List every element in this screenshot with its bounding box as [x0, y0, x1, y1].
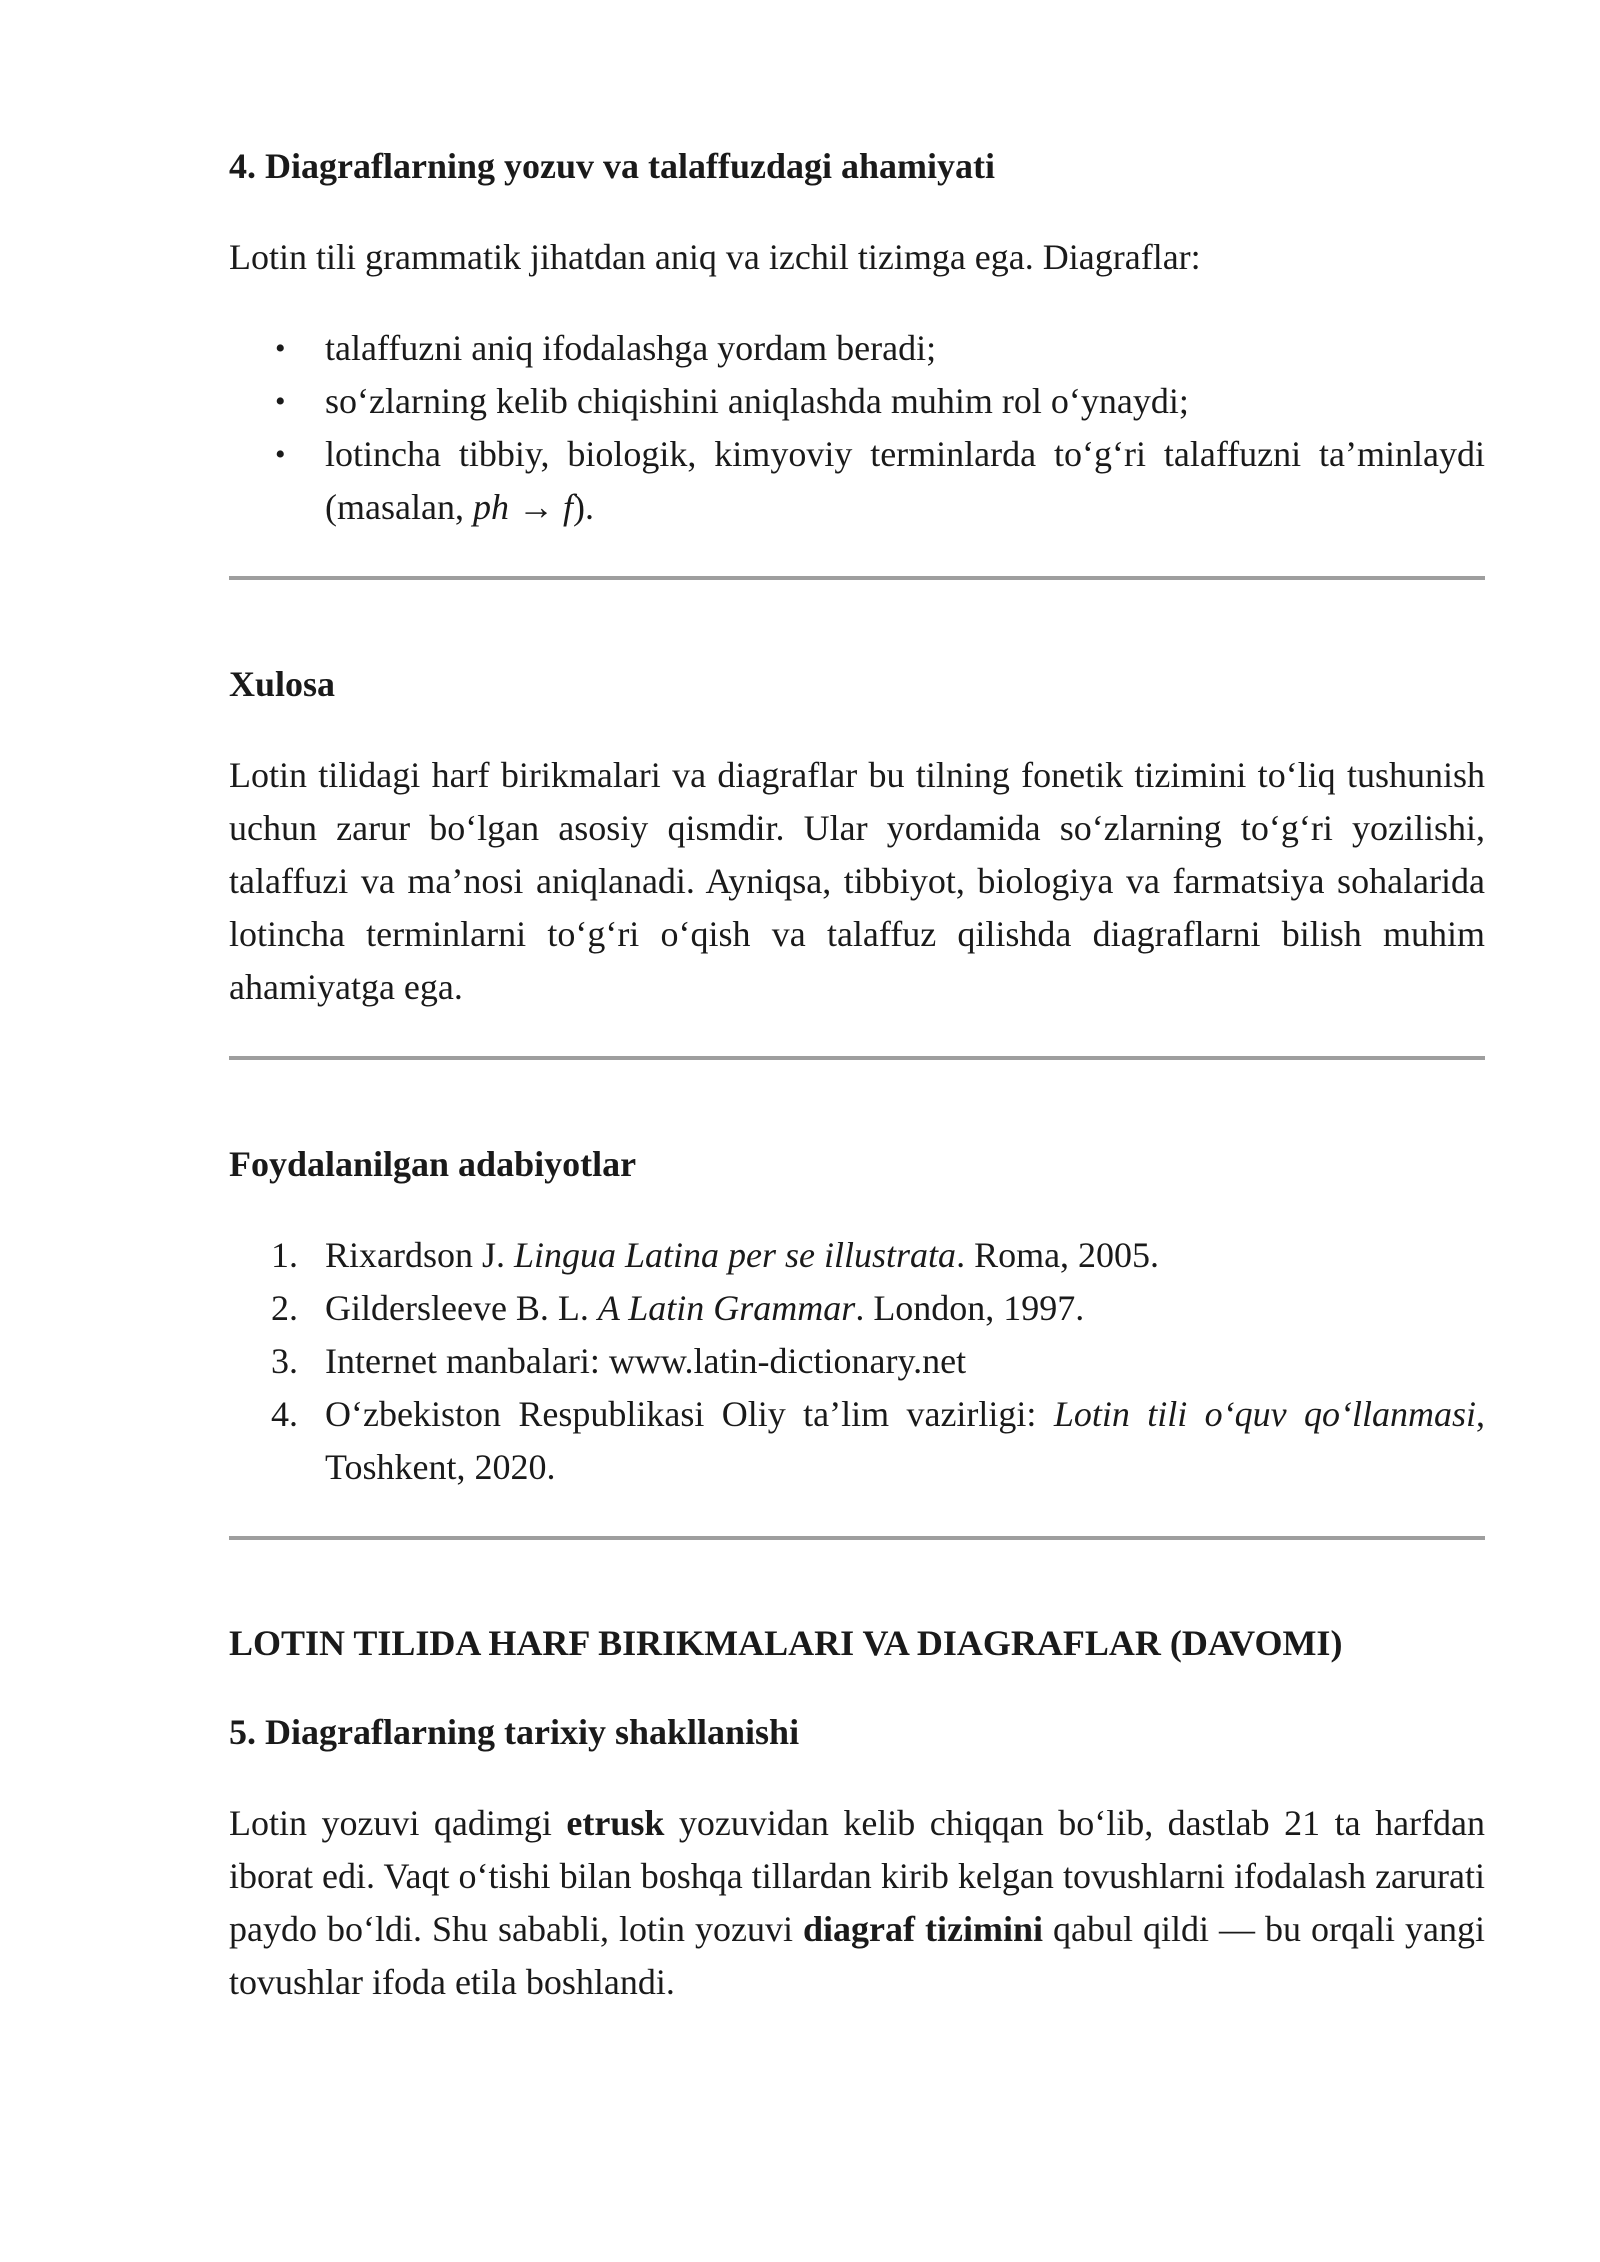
reference-number: 3. — [271, 1341, 298, 1381]
section5-title: 5. Diagraflarning tarixiy shakllanishi — [229, 1712, 800, 1752]
section4-intro: Lotin tili grammatik jihatdan aniq va izchil tizimga ega. Diagraflar: — [229, 237, 1201, 277]
arrow-symbol: → — [508, 487, 563, 527]
reference-author: Internet manbalari: www.latin-dictionary.net — [325, 1341, 967, 1381]
reference-details: , Toshkent, 2020. — [325, 1394, 1485, 1487]
reference-details: . Roma, 2005. — [956, 1235, 1160, 1275]
reference-item — [229, 1282, 1485, 1335]
reference-work: Lingua Latina per se illustrata — [514, 1235, 957, 1275]
reference-item — [229, 1335, 1485, 1388]
list-item — [229, 428, 1485, 534]
reference-number: 1. — [271, 1235, 298, 1275]
bullet-text-prefix: lotincha tibbiy, biologik, kimyoviy terminlarda to‘g‘ri talaffuzni ta’minlaydi (masalan, — [325, 434, 1485, 527]
section5-text-middle: yozuvidan kelib chiqqan bo‘lib, dastlab 21 ta harfdan iborat edi. Vaqt o‘tishi bilan boshqa tillardan kirib kelgan tovushlarni ifodalash zarurati paydo bo‘ldi. Shu sababli, lotin yozuvi — [229, 1803, 1486, 1949]
reference-item — [229, 1229, 1485, 1282]
reference-number: 4. — [271, 1394, 298, 1434]
reference-author: Rixardson J. — [325, 1235, 514, 1275]
bullet-text: so‘zlarning kelib chiqishini aniqlashda muhim rol o‘ynaydi; — [325, 381, 1189, 421]
continuation-title: LOTIN TILIDA HARF BIRIKMALARI VA DIAGRAFLAR (DAVOMI) — [229, 1623, 1343, 1663]
reference-author: Gildersleeve B. L. — [325, 1288, 598, 1328]
section-divider — [229, 576, 1485, 580]
bullet-icon: • — [275, 385, 286, 418]
reference-work: Lotin tili o‘quv qo‘llanmasi — [1053, 1394, 1476, 1434]
bullet-text-f: f — [562, 487, 573, 527]
bullet-text-suffix: ). — [572, 487, 594, 527]
list-item — [229, 375, 1485, 428]
references-title: Foydalanilgan adabiyotlar — [229, 1144, 637, 1184]
conclusion-text: Lotin tilidagi harf birikmalari va diagraflar bu tilning fonetik tizimini to‘liq tushunish uchun zarur bo‘lgan asosiy qismdir. Ular yordamida so‘zlarning to‘g‘ri yozilishi, talaffuzi va ma’nosi aniqlanadi. Ayniqsa, tibbiyot, biologiya va farmatsiya sohalarida lotincha terminlarni to‘g‘ri o‘qish va talaffuz qilishda diagraflarni bilish muhim ahamiyatga ega. — [229, 755, 1485, 1007]
reference-details: . London, 1997. — [855, 1288, 1085, 1328]
conclusion-title: Xulosa — [229, 664, 336, 704]
section-divider — [229, 1056, 1485, 1060]
bullet-icon: • — [275, 332, 286, 365]
reference-author: O‘zbekiston Respublikasi Oliy ta’lim vazirligi: — [325, 1394, 1054, 1434]
section4-title: 4. Diagraflarning yozuv va talaffuzdagi ahamiyati — [229, 146, 995, 186]
references-list — [229, 1229, 1485, 1494]
bullet-text-ph: ph — [472, 487, 509, 527]
etrusk-term: etrusk — [566, 1803, 665, 1843]
reference-number: 2. — [271, 1288, 298, 1328]
section5-text-start: Lotin yozuvi qadimgi — [229, 1803, 567, 1843]
bullet-text: talaffuzni aniq ifodalashga yordam beradi; — [325, 328, 937, 368]
bullet-icon: • — [275, 438, 286, 471]
section5-text-end: qabul qildi — bu orqali yangi tovushlar ifoda etila boshlandi. — [229, 1909, 1485, 2002]
reference-item — [229, 1388, 1485, 1494]
reference-work: A Latin Grammar — [597, 1288, 856, 1328]
section-divider — [229, 1536, 1485, 1540]
page-content — [229, 140, 1485, 2009]
diagraph-system-term: diagraf tizimini — [803, 1909, 1043, 1949]
section4-bullet-list — [229, 322, 1485, 534]
list-item — [229, 322, 1485, 375]
section5-paragraph — [229, 1797, 1485, 2009]
